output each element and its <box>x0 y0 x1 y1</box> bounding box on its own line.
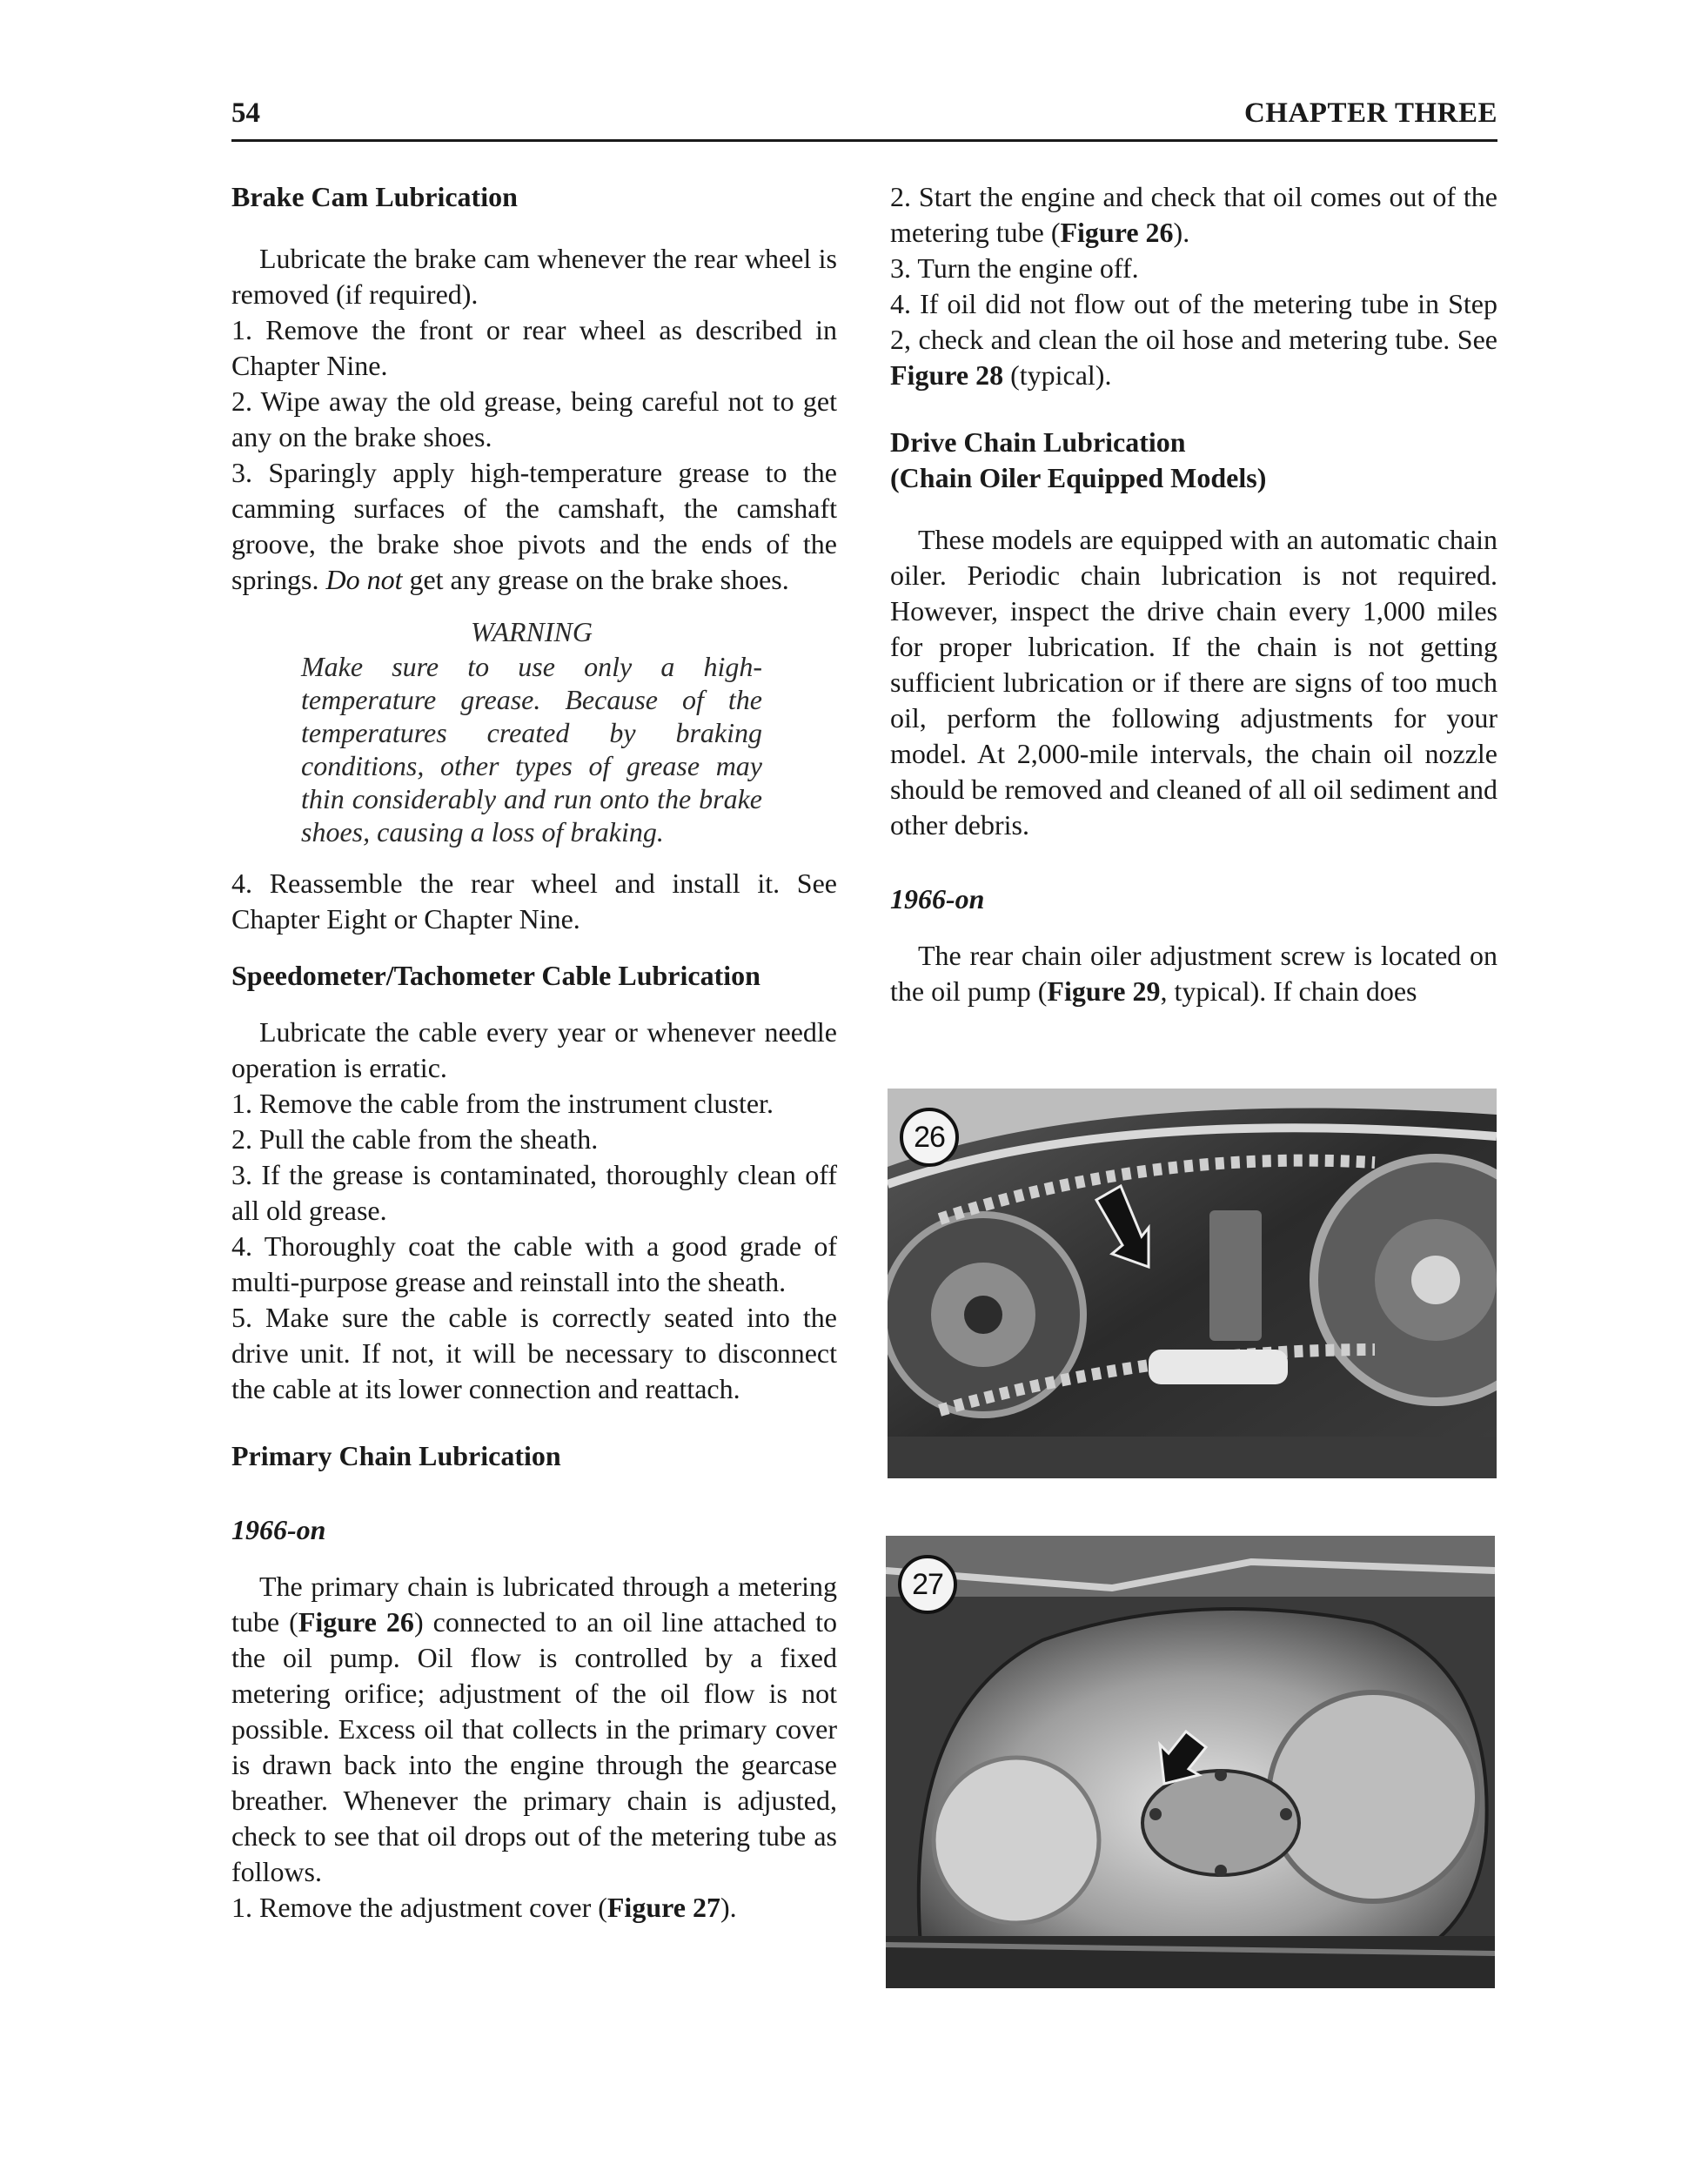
primary-step-2-text-b: ). <box>1173 217 1190 248</box>
drive-chain-paragraph: These models are equipped with an automatic chain oiler. Periodic chain lubrication is not required. However, inspect the drive chain every 1,000 miles for proper lubrication. If the chain is not getting sufficient lubrication or if there are signs of too much oil, perform the following adjustments for your model. At 2,000-mile intervals, the chain oil nozzle should be removed and cleaned of all oil sediment and other debris. <box>890 524 1497 841</box>
primary-chain-photo <box>888 1089 1497 1478</box>
chapter-title: CHAPTER THREE <box>1243 97 1497 129</box>
brake-cam-step-3-end: get any grease on the brake shoes. <box>402 564 789 595</box>
figure-number-badge: 26 <box>900 1108 959 1167</box>
primary-chain-paragraph <box>231 1569 837 1890</box>
brake-cam-step-4: 4. Reassemble the rear wheel and install it. See Chapter Eight or Chapter Nine. <box>231 868 837 935</box>
primary-cover-photo <box>886 1536 1495 1988</box>
section-heading-drive-chain-sub: (Chain Oiler Equipped Models) <box>890 462 1267 493</box>
figure-reference: Figure 26 <box>1060 217 1174 248</box>
figure-27-photo <box>886 1536 1495 1988</box>
chain-oiler-text-a: The rear chain oiler adjustment screw is located on the oil pump ( <box>890 940 1497 1007</box>
brake-cam-step-3 <box>231 455 837 598</box>
speedo-step-3: 3. If the grease is contaminated, thoroughly clean off all old grease. <box>231 1159 837 1226</box>
subheading-1966-on-drive: 1966-on <box>890 883 985 914</box>
section-heading-brake-cam: Brake Cam Lubrication <box>231 181 518 212</box>
subheading-1966-on-primary: 1966-on <box>231 1514 326 1545</box>
section-heading-speedometer: Speedometer/Tachometer Cable Lubrication <box>231 960 760 991</box>
brake-cam-step-1: 1. Remove the front or rear wheel as described in Chapter Nine. <box>231 314 837 381</box>
warning-text: Make sure to use only a high-temperature grease. Because of the temperatures created by braking conditions, other types of grease may thin considerably and run onto the brake shoes, causing a loss of braking. <box>301 651 762 847</box>
figure-26-photo <box>888 1089 1497 1478</box>
primary-step-2-text-a: 2. Start the engine and check that oil comes out of the metering tube ( <box>890 181 1497 248</box>
speedo-intro: Lubricate the cable every year or whenever needle operation is erratic. <box>231 1016 837 1083</box>
warning-title: WARNING <box>471 616 593 647</box>
figure-reference: Figure 28 <box>890 359 1004 391</box>
figure-number-badge: 27 <box>898 1555 957 1614</box>
figure-reference: Figure 27 <box>606 1892 720 1923</box>
primary-step-1 <box>231 1890 837 1926</box>
brake-cam-step-2: 2. Wipe away the old grease, being careful not to get any on the brake shoes. <box>231 385 837 452</box>
speedo-step-2: 2. Pull the cable from the sheath. <box>231 1123 599 1155</box>
primary-step-4-text-b: (typical). <box>1003 359 1112 391</box>
figure-reference: Figure 26 <box>298 1606 414 1638</box>
warning-box <box>301 615 762 848</box>
brake-cam-step-3-emphasis: Do not <box>325 564 403 595</box>
left-column <box>231 179 837 1926</box>
chain-oiler-text-b: , typical). If chain does <box>1160 975 1417 1007</box>
right-column <box>890 179 1497 1009</box>
primary-step-4 <box>890 286 1497 393</box>
primary-para-text-b: ) connected to an oil line attached to the oil pump. Oil flow is controlled by a fixed metering orifice; adjustment of the oil flow is not possible. Excess oil that collects in the primary cover is drawn back into the engine through the gearcase breather. Whenever the primary chain is adjusted, check to see that oil drops out of the metering tube as follows. <box>231 1606 838 1887</box>
speedo-step-5: 5. Make sure the cable is correctly seated into the drive unit. If not, it will be necessary to disconnect the cable at its lower connection and reattach. <box>231 1302 837 1404</box>
chain-oiler-paragraph <box>890 938 1497 1009</box>
page-header <box>231 97 1497 142</box>
section-heading-drive-chain: Drive Chain Lubrication <box>890 426 1186 458</box>
primary-step-2 <box>890 179 1497 251</box>
page-number: 54 <box>231 97 260 129</box>
primary-step-1-text-a: 1. Remove the adjustment cover ( <box>231 1892 607 1923</box>
section-heading-primary-chain: Primary Chain Lubrication <box>231 1440 561 1471</box>
brake-cam-step-3-text: 3. Sparingly apply high-temperature grease to the camming surfaces of the camshaft, the camshaft groove, the brake shoe pivots and the ends of the springs. <box>231 457 837 595</box>
figure-reference: Figure 29 <box>1047 975 1161 1007</box>
primary-step-4-text-a: 4. If oil did not flow out of the metering tube in Step 2, check and clean the oil hose and metering tube. See <box>890 288 1497 355</box>
primary-step-3: 3. Turn the engine off. <box>890 252 1139 284</box>
primary-para-text-a: The primary chain is lubricated through a metering tube ( <box>231 1571 837 1638</box>
brake-cam-intro: Lubricate the brake cam whenever the rear wheel is removed (if required). <box>231 243 837 310</box>
speedo-step-4: 4. Thoroughly coat the cable with a good grade of multi-purpose grease and reinstall into the sheath. <box>231 1230 837 1297</box>
primary-step-1-text-b: ). <box>720 1892 737 1923</box>
speedo-step-1: 1. Remove the cable from the instrument cluster. <box>231 1088 774 1119</box>
